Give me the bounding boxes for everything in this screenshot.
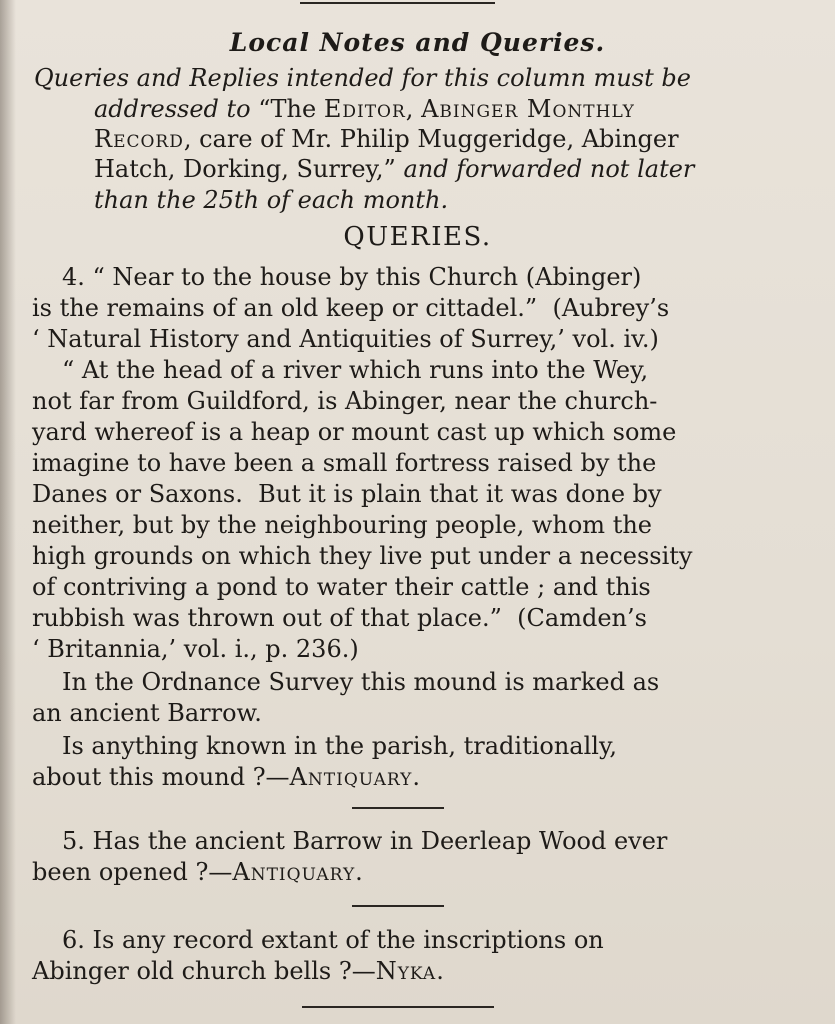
q4-line-12: rubbish was thrown out of that place.” (Camden’s [32, 604, 647, 632]
q4-line-15: an ancient Barrow. [32, 699, 262, 727]
divider-1 [352, 807, 444, 809]
page-gutter-shadow [0, 0, 16, 1024]
q4-signature: Antiquary. [289, 763, 421, 791]
q4-line-2: is the remains of an old keep or cittadel.” (Aubrey’s [32, 294, 670, 322]
q5-opened-question: been opened ?— [32, 858, 233, 886]
intro-line-2 [94, 94, 794, 124]
q4-line-8: Danes or Saxons. But it is plain that it was done by [32, 480, 662, 508]
divider-2 [352, 905, 444, 907]
intro-line-5: than the 25th of each month. [94, 186, 449, 214]
q5-signature: Antiquary. [232, 858, 364, 886]
q5-line-1: 5. Has the ancient Barrow in Deerleap Wood ever [62, 827, 668, 855]
q4-line-17 [32, 762, 835, 792]
intro-comma: , [405, 95, 422, 123]
q5-line-2 [32, 857, 835, 887]
intro-line-1: Queries and Replies intended for this column must be [34, 64, 691, 92]
intro-forwarded: and forwarded not later [403, 155, 695, 183]
q4-line-9: neither, but by the neighbouring people, whom the [32, 511, 652, 539]
q4-line-7: imagine to have been a small fortress raised by the [32, 449, 657, 477]
q4-line-1: 4. “ Near to the house by this Church (Abinger) [62, 263, 642, 291]
intro-abinger-monthly: Abinger Monthly [421, 95, 635, 123]
q4-mound-question: about this mound ?— [32, 763, 290, 791]
q6-line-1: 6. Is any record extant of the inscriptions on [62, 926, 604, 954]
intro-line-3 [94, 124, 794, 154]
q4-line-11: of contriving a pond to water their cattle ; and this [32, 573, 651, 601]
intro-the: “The [250, 95, 324, 123]
intro-line-4 [94, 154, 794, 184]
q4-line-3: ‘ Natural History and Antiquities of Surrey,’ vol. iv.) [32, 325, 659, 353]
intro-record: Record [94, 125, 184, 153]
q4-line-5: not far from Guildford, is Abinger, near the church- [32, 387, 658, 415]
intro-editor: Editor [323, 95, 406, 123]
intro-address: Hatch, Dorking, Surrey,” [94, 155, 404, 183]
queries-heading: QUERIES. [343, 222, 492, 252]
intro-care-of: , care of Mr. Philip Muggeridge, Abinger [183, 125, 679, 153]
top-rule [300, 2, 495, 4]
q6-bells-question: Abinger old church bells ?— [32, 957, 376, 985]
q4-line-14: In the Ordnance Survey this mound is marked as [62, 668, 660, 696]
q4-line-6: yard whereof is a heap or mount cast up which some [32, 418, 677, 446]
q4-line-13: ‘ Britannia,’ vol. i., p. 236.) [32, 635, 359, 663]
intro-addressed: addressed to [94, 95, 251, 123]
bottom-rule [302, 1006, 494, 1008]
q6-line-2 [32, 956, 835, 986]
q4-line-4: “ At the head of a river which runs into the Wey, [62, 356, 649, 384]
q4-line-16: Is anything known in the parish, traditionally, [62, 732, 617, 760]
q4-line-10: high grounds on which they live put under a necessity [32, 542, 693, 570]
q6-signature: Nyka. [375, 957, 445, 985]
column-heading: Local Notes and Queries. [229, 28, 606, 57]
